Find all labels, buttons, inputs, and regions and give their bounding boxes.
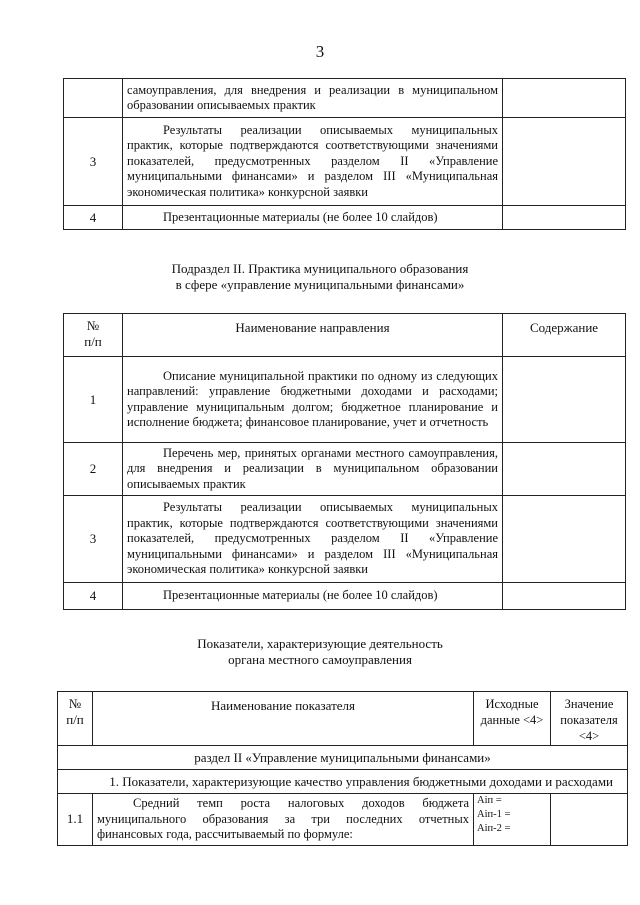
source-value-line: Aiп =	[477, 795, 502, 806]
table-header-row	[58, 692, 628, 746]
row-number: 1	[64, 357, 123, 443]
indicators-heading-line1: Показатели, характеризующие деятельность	[197, 636, 443, 651]
row-number: 4	[64, 583, 123, 610]
header-num: № п/п	[58, 692, 93, 746]
table-row	[64, 206, 626, 230]
table-header-row	[64, 314, 626, 357]
header-source: Исходные данные <4>	[474, 692, 551, 746]
header-name: Наименование направления	[123, 314, 503, 357]
table-indicators	[57, 691, 628, 846]
table-row	[64, 443, 626, 496]
subsection-heading-line2: в сфере «управление муниципальными финансами»	[175, 277, 465, 292]
row-text: Описание муниципальной практики по одному из следующих направлений: управление бюджетными доходами и расходами; управление муниципальным долгом; бюджетное планирование и исполнение бюджета; финансовое планирование, учет и отчетность	[123, 357, 503, 443]
row-number	[64, 79, 123, 118]
row-content	[503, 79, 626, 118]
row-content	[503, 206, 626, 230]
table-row	[64, 357, 626, 443]
subsection-title: 1. Показатели, характеризующие качество управления бюджетными доходами и расходами	[58, 770, 628, 794]
row-text: Средний темп роста налоговых доходов бюджета муниципального образования за три последних отчетных финансовых года, рассчитываемый по формуле:	[93, 794, 474, 846]
table-row	[64, 79, 626, 118]
subsection-row	[58, 770, 628, 794]
table-row	[64, 583, 626, 610]
table-practice	[63, 313, 626, 610]
section-row	[58, 746, 628, 770]
row-text: Результаты реализации описываемых муниципальных практик, которые подтверждаются соответствующими значениями показателей, предусмотренных разделом II «Управление муниципальными финансами» и разделом III «Муниципальная экономическая политика» конкурсной заявки	[123, 496, 503, 583]
subsection-heading-line1: Подраздел II. Практика муниципального образования	[171, 261, 469, 276]
source-value-line: Aiп-1 =	[477, 809, 511, 820]
row-number: 2	[64, 443, 123, 496]
row-content	[503, 443, 626, 496]
row-content	[503, 118, 626, 206]
row-number: 1.1	[58, 794, 93, 846]
header-num: № п/п	[64, 314, 123, 357]
header-name: Наименование показателя	[93, 692, 474, 746]
row-content	[503, 583, 626, 610]
row-text: Презентационные материалы (не более 10 слайдов)	[123, 206, 503, 230]
row-content	[503, 357, 626, 443]
table-row	[64, 118, 626, 206]
header-value: Значение показателя <4>	[551, 692, 628, 746]
row-text: Презентационные материалы (не более 10 слайдов)	[123, 583, 503, 610]
table-row	[58, 794, 628, 846]
row-content	[503, 496, 626, 583]
table-continuation	[63, 78, 626, 230]
section-title: раздел II «Управление муниципальными финансами»	[58, 746, 628, 770]
page-number: 3	[315, 42, 325, 61]
row-number: 3	[64, 496, 123, 583]
indicators-heading-line2: органа местного самоуправления	[228, 652, 412, 667]
row-number: 3	[64, 118, 123, 206]
table-row	[64, 496, 626, 583]
subsection-heading	[0, 261, 640, 293]
header-content: Содержание	[503, 314, 626, 357]
row-text: Перечень мер, принятых органами местного самоуправления, для внедрения и реализации в муниципальном образовании описываемых практик	[123, 443, 503, 496]
source-value-line: Aiп-2 =	[477, 823, 511, 834]
row-value	[551, 794, 628, 846]
row-text: самоуправления, для внедрения и реализации в муниципальном образовании описываемых практик	[123, 79, 503, 118]
row-source-values	[474, 794, 551, 846]
row-number: 4	[64, 206, 123, 230]
indicators-heading	[0, 636, 640, 668]
row-text: Результаты реализации описываемых муниципальных практик, которые подтверждаются соответствующими значениями показателей, предусмотренных разделом II «Управление муниципальными финансами» и разделом III «Муниципальная экономическая политика» конкурсной заявки	[123, 118, 503, 206]
